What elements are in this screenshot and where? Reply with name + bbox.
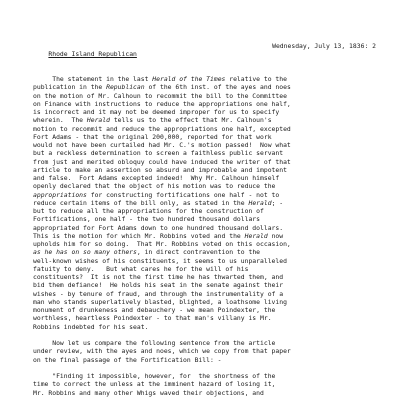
text-run: but to reduce all the appropriations for the construction of [33, 207, 264, 215]
text-line [33, 240, 376, 248]
italic-text: Herald [244, 231, 268, 240]
italic-text: Herald of the Times [152, 75, 226, 83]
text-line [33, 116, 376, 124]
text-run: bid them defiance! He holds his seat in the senate against their [33, 281, 284, 290]
text-run: on the final passage of the Fortification Bill: - [33, 355, 222, 364]
text-line [33, 100, 376, 108]
text-line [33, 248, 376, 256]
text-line [33, 207, 376, 215]
text-run: on the motion of Mr. Calhoun to recommit the bill to the Committee [33, 91, 287, 100]
text-run: time to correct the unless at the imminent hazard of losing it, [33, 380, 276, 389]
italic-text: Republican [106, 83, 145, 92]
text-run: for constructing fortifications one half - not to [86, 190, 280, 199]
text-run: well-known wishes of his constituents, it seems to us unparalleled [33, 256, 287, 265]
text-run: of the 6th inst. of the ayes and noes [144, 83, 291, 92]
publication-name: Rhode Island Republican [48, 50, 137, 58]
text-line [33, 389, 376, 397]
text-line [33, 215, 376, 223]
text-run: worthless, heartless Poindexter - to that man's villany is Mr. [33, 314, 272, 323]
text-run: constituents? It is not the first time he has thwarted them, and [33, 273, 284, 281]
text-run: monument of drunkeness and debauchery - we mean Poindexter, the [33, 306, 276, 314]
text-run: The statement in the last [33, 75, 153, 83]
text-line [33, 265, 376, 273]
italic-text: appropriations [33, 190, 87, 199]
text-line [33, 281, 376, 289]
text-line [33, 75, 376, 83]
text-line [33, 174, 376, 182]
text-line [33, 92, 376, 100]
text-line [33, 108, 376, 116]
text-run: Robbins indebted for his seat. [33, 322, 149, 331]
text-run: man who stands superlatively blasted, blighted, a loathsome living [33, 297, 287, 306]
text-line [33, 356, 376, 364]
text-line [33, 141, 376, 149]
text-run: article to make an assertion so absurd and improbable and impotent [33, 165, 287, 174]
text-line [33, 290, 376, 298]
text-run: This is the motion for which Mr. Robbins voted and the [33, 231, 245, 240]
text-run: appropriated for Fort Adams down to one hundred thousand dollars. [33, 223, 284, 232]
text-line [33, 232, 376, 240]
text-line [33, 158, 376, 166]
text-run: ; - [271, 198, 284, 207]
paragraph [33, 75, 376, 331]
text-run: Mr. Robbins and many other Whigs waved their objections, and [33, 388, 264, 397]
text-line [33, 298, 376, 306]
text-line [33, 224, 376, 232]
text-run: openly declared that the object of his motion was to reduce the [33, 182, 276, 191]
text-line [33, 149, 376, 157]
text-line [33, 199, 376, 207]
text-run: Now let us compare the following sentence from the article [33, 339, 276, 347]
text-line [33, 347, 376, 355]
text-run: now [267, 231, 284, 240]
text-line [33, 314, 376, 322]
text-run: under review, with the ayes and noes, which we copy from that paper [33, 347, 291, 356]
text-run: Fortifications, one half - the two hundred thousand dollars [33, 215, 261, 224]
italic-text: Herald [248, 198, 272, 207]
italic-text: as he has on so many others [33, 248, 137, 257]
text-line [33, 380, 376, 388]
text-run: Fort Adams - that the original 200,000, reported for that work [33, 132, 272, 141]
text-line [33, 191, 376, 199]
text-run: from just and merited obloquy could have induced the writer of that [33, 157, 291, 166]
text-line [33, 257, 376, 265]
text-run: but a reckless determination to screen a faithless public servant [33, 149, 284, 158]
text-line [33, 125, 376, 133]
text-line [33, 273, 376, 281]
text-run: wishes - by tenure of fraud, and through the instrumentality of a [33, 289, 284, 298]
document-body [33, 75, 376, 400]
paragraph [33, 339, 376, 364]
paragraph [33, 372, 376, 397]
text-run: wherein. The [33, 116, 87, 125]
text-line [33, 182, 376, 190]
text-run: , in direct contravention to the [136, 248, 261, 257]
text-run: motion to recommit and reduce the appropriations one half, excepted [33, 124, 291, 133]
text-line [33, 83, 376, 91]
text-run: publication in the [33, 83, 107, 92]
text-run: relative to the [225, 75, 287, 83]
text-run: upholds him for so doing. That Mr. Robbins voted on this occasion, [33, 240, 291, 248]
text-run: is incorrect and it may not be deemed improper for us to specify [33, 108, 280, 116]
text-line [33, 166, 376, 174]
text-run: and false. Fort Adams excepted indeed! Why Mr. Calhoun himself [33, 174, 280, 182]
text-line [33, 323, 376, 331]
text-line [33, 339, 376, 347]
text-run: "Finding it impossible, however, for the shortness of the [33, 372, 276, 380]
document-header [33, 42, 376, 74]
text-line [33, 133, 376, 141]
text-run: tells us to the effect that Mr. Calhoun's [109, 116, 272, 125]
italic-text: Herald [86, 116, 110, 125]
publication-date: Wednesday, July 13, 1836: 2 [272, 42, 376, 50]
text-line [33, 372, 376, 380]
text-run: fatuity to deny. But what cares he for the will of his [33, 264, 249, 273]
text-run: on Finance with instructions to reduce the appropriations one half, [33, 99, 291, 108]
text-line [33, 306, 376, 314]
text-run: reduce certain items of the bill only, as stated in the [33, 198, 249, 207]
text-run: would not have been curtailed had Mr. C.'s motion passed! Now what [33, 141, 291, 149]
